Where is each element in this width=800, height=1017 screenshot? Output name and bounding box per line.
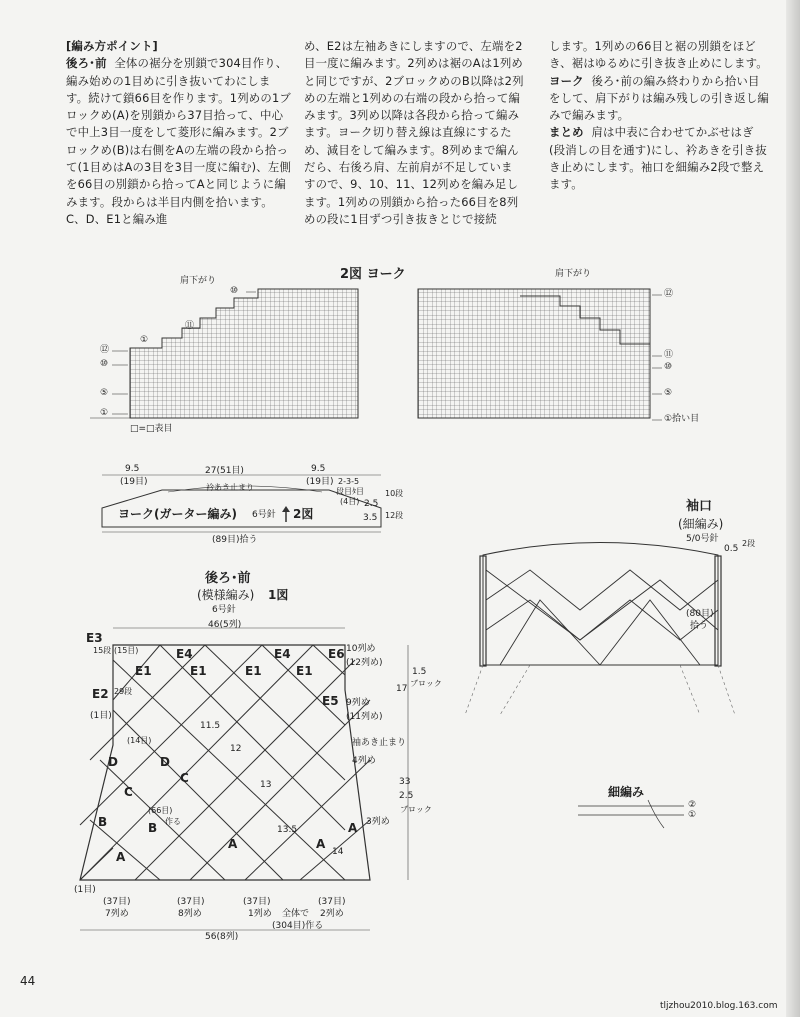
side-15: 15段 [93,646,112,655]
yoke-dec3: (4目) [340,497,360,506]
yoke-row-mark: ⑫ [664,289,674,299]
height1: 1.5 [412,667,427,677]
bot-37b: (37目) [177,897,205,907]
yoke-shoulder-left: 肩下がり [180,276,217,286]
yoke-top-right: 9.5 [311,464,326,474]
yoke-neck-label: 衿あき止まり [206,483,254,492]
yoke-row-mark: ⑩ [230,286,239,296]
watermark: tljzhou2010.blog.163.com [660,1001,778,1011]
yoke-bottom: (89目)拾う [212,535,258,545]
col9: 9列め [346,698,370,708]
block-label: D [160,755,170,769]
mid-14: 14 [332,847,344,857]
yoke-row-mark: ⑤ [664,388,673,398]
yoke-row-mark: ⑩ [664,362,673,372]
body-needle: 6号針 [212,605,236,615]
side-14: (14目) [127,736,152,745]
cuff-rows: 2段 [742,539,756,548]
body-width: 46(5列) [208,620,242,630]
cuff-title: 袖口 [686,499,713,514]
cuff-subtitle: (細編み) [678,517,724,531]
yoke-instructions: 後ろ･前の編み終わりから拾い目をして、肩下がりは編み残しの引き返し編みで編みます。 [549,73,769,123]
block-label: A [348,821,358,835]
block-label: C [180,771,189,785]
yoke-h2: 3.5 [363,513,378,523]
sc-row-1: ① [688,810,697,820]
body-subtitle: (模様編み) [197,588,255,602]
height1b: ブロック [410,679,442,688]
col9b: (11列め) [346,712,383,722]
yoke-rows1: 10段 [385,489,404,498]
mid-12: 12 [230,744,242,754]
yoke-top-right-st: (19目) [306,477,334,487]
yoke-row-mark: ⑩ [100,359,109,369]
side-29: 29段 [114,687,133,696]
col10b: (12列め) [346,658,383,668]
body-fig: 1図 [268,588,289,602]
block-label: A [228,837,238,851]
block-label: E1 [190,664,207,678]
col4: 4列め [352,756,376,766]
section-lead-yoke: ヨーク [549,73,584,88]
body-chart [80,628,411,930]
height-total1: 17 [396,684,408,694]
side-1: (1目) [90,711,112,721]
block-label: B [98,815,108,829]
yoke-row-mark: ⑪ [664,350,674,360]
cuff-needle: 5/0号針 [686,534,719,544]
all-label: 全体で [282,909,310,919]
height2c: ブロック [400,805,432,814]
bot-37a: (37目) [103,897,131,907]
yoke-chart-left [90,286,358,418]
page-spine-shadow [786,0,800,1017]
block-label: E3 [86,631,103,645]
section-lead-finish: まとめ [549,125,584,140]
yoke-shoulder-right: 肩下がり [555,269,592,279]
sc-row-2: ② [688,800,697,810]
block-label: E1 [245,664,262,678]
yoke-h1: 2.5 [364,499,379,509]
sc-chart [578,800,684,828]
block-label: E2 [92,687,109,701]
yoke-chart-right [418,289,650,418]
cuff-pick: (80目) [686,609,714,619]
block-label: E5 [322,694,339,708]
yoke-row-mark: ⑫ [100,345,110,355]
col10: 10列め [346,644,376,654]
block-label: E4 [274,647,291,661]
make-label: 作る [165,817,181,826]
block-label: B [148,821,158,835]
block-label: E1 [135,664,152,678]
section-lead-body: 後ろ･前 [66,56,107,71]
body-instructions-end: します。1列めの66目と裾の別鎖をほどき、裾はゆるめに引き抜き止めにします。 [549,39,768,71]
yoke-chart-title: 2図 ヨーク [340,267,406,282]
block-label: E1 [296,664,313,678]
bottom-one: (1目) [74,885,96,895]
block-label: A [116,850,126,864]
instructions-heading: [編み方ポイント] [66,39,158,53]
bot-8: 8列め [178,909,202,919]
bot-2: 2列め [320,909,344,919]
side-15m: (15目) [114,646,139,655]
cuff-pick2: 拾う [690,621,709,631]
yoke-row-mark: ① [100,408,109,418]
body-title: 後ろ･前 [205,571,251,586]
cuff-height: 0.5 [724,544,739,554]
yoke-rows2: 12段 [385,511,404,520]
pick-66: (66目) [148,806,173,815]
col3: 3列め [366,817,390,827]
finish-instructions: 肩は中表に合わせてかぶせはぎ(段消しの目を通す)にし、衿あきを引き抜き止めにします。袖口を細編み2段で整えます。 [549,125,767,192]
body-instructions: 全体の裾分を別鎖で304目作り、編み始めの1目めに引き抜いてわにします。続けて鎖66目を作ります。1列めの1ブロックめ(A)を別鎖から37目拾って、中心で中上3目一度をして菱形に編みます。2ブロックめ(B)は右側をAの左端の段から拾って(1目めはAの3目を3目一度に編む)、左側を66目の別鎖から拾ってAと同じように編みます。段からは半目内側を拾います。C、D、E1と編み進 [66,56,292,226]
bot-7: 7列め [105,909,129,919]
mid-13: 13 [260,780,272,790]
bot-37d: (37目) [318,897,346,907]
yoke-row-mark: ⑪ [185,321,195,331]
block-label: D [108,755,118,769]
block-label: A [316,837,326,851]
yoke-top-mid: 27(51目) [205,466,244,476]
yoke-legend: □=□表目 [130,424,173,434]
bot-1: 1列め [248,909,272,919]
sc-title: 細編み [608,785,645,799]
height2: 33 [399,777,411,787]
yoke-dec2: 段目ﾀ目 [336,487,364,496]
block-label: C [124,785,133,799]
page-number: 44 [20,974,36,988]
body-bottom-width: 56(8列) [205,932,239,942]
sleeve-stop: 袖あき止まり [352,738,407,748]
yoke-row-mark: ⑤ [100,388,109,398]
block-label: E6 [328,647,345,661]
mid-115: 11.5 [200,721,221,731]
yoke-needle: 6号針 [252,510,276,520]
block-label: E4 [176,647,193,661]
yoke-top-left-st: (19目) [120,477,148,487]
all2-label: (304目)作る [272,921,324,931]
yoke-schematic-label: ヨーク(ガーター編み) [118,507,237,521]
height2b: 2.5 [399,791,414,801]
yoke-dec: 2-3-5 [338,477,360,486]
mid-135: 13.5 [277,825,298,835]
yoke-fig-ref: 2図 [293,507,314,521]
bot-37c: (37目) [243,897,271,907]
body-instructions-cont: め、E2は左袖あきにしますので、左端を2目一度に編みます。2列めは裾のAは1列めと同じですが、2ブロックめのB以降は2列めの左端と1列めの右端の段から拾って編みます。3列め以降は各段から拾って編みます。ヨーク切り替え線は直線にするため、減目をして編みます。8列めまで編んだら、右後ろ肩、左前肩が不足していますので、9、10、11、12列めを編み足します。1列めの別鎖から拾った66目を8列めの段に1目ずつ引き抜きとじで接続 [304,39,524,226]
yoke-pickup-label: ①拾い目 [664,414,700,424]
yoke-top-left: 9.5 [125,464,140,474]
yoke-row-mark: ① [140,335,149,345]
